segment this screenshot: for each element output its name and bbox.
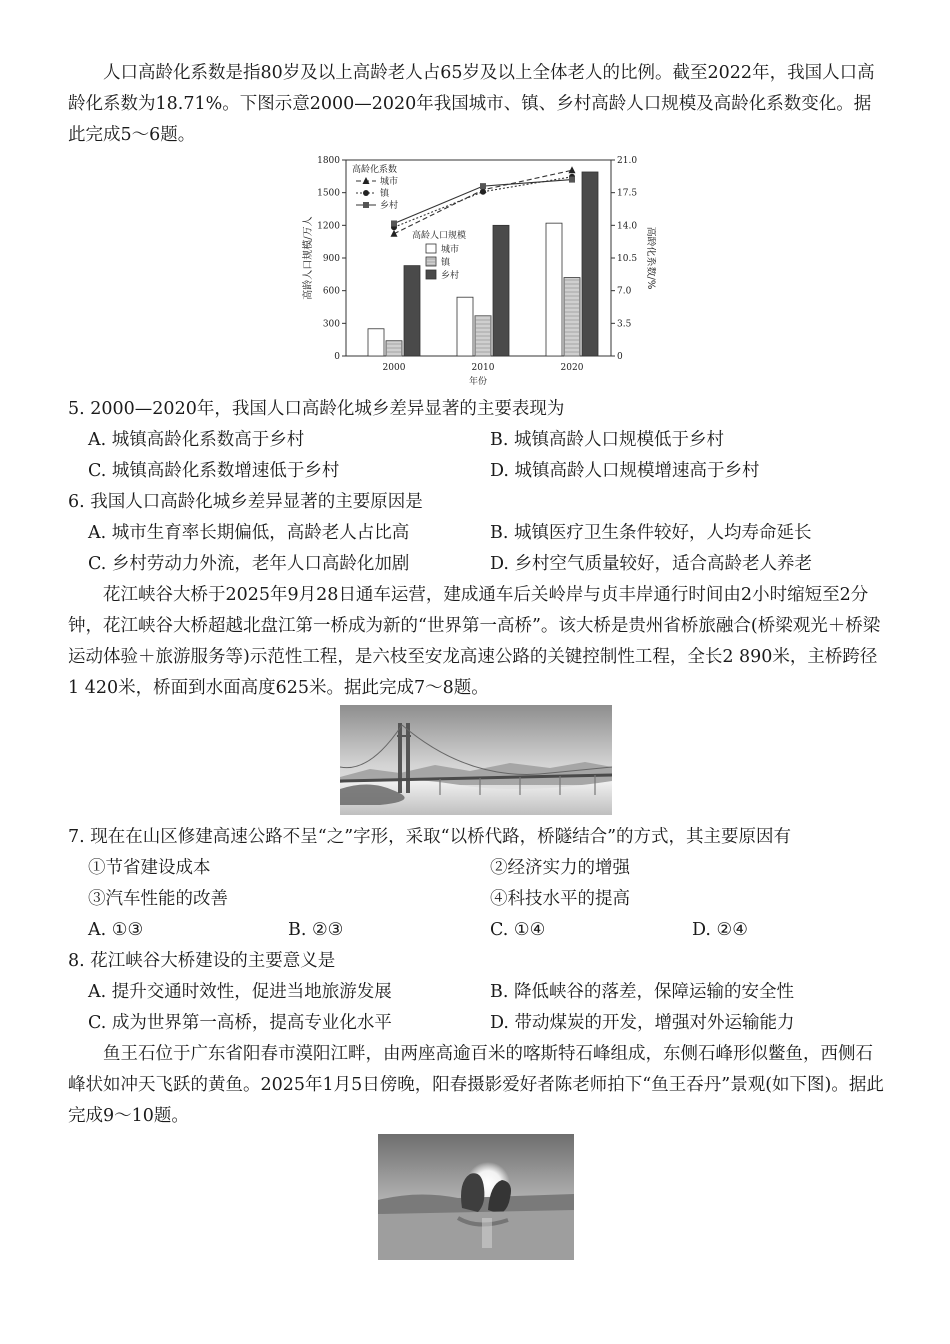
q8-option-d[interactable]: D. 带动煤炭的开发，增强对外运输能力 [490,1013,795,1033]
q8-option-b[interactable]: B. 降低峡谷的落差，保障运输的安全性 [490,982,794,1002]
passage-1: 人口高龄化系数是指80岁及以上高龄老人占65岁及以上全体老人的比例。截至2022年，我国人口高龄化系数为18.71%。下图示意2000—2020年我国城市、镇、乡村高龄人口规模及高龄化系数变化。据此完成5～6题。 [68,63,875,145]
passage-3: 鱼王石位于广东省阳春市漠阳江畔，由两座高逾百米的喀斯特石峰组成，东侧石峰形似鳖鱼，西侧石峰状如冲天飞跃的黄鱼。2025年1月5日傍晚，阳春摄影爱好者陈老师拍下“鱼王吞丹”景观(如下图)。据此完成9～10题。 [68,1044,884,1126]
marker-乡村 [569,177,575,183]
q8-option-a[interactable]: A. 提升交通时效性，促进当地旅游发展 [88,982,392,1002]
q7-stem: 7. 现在在山区修建高速公路不呈“之”字形，采取“以桥代路，桥隧结合”的方式，其主要原因有 [68,827,792,847]
passage-2: 花江峡谷大桥于2025年9月28日通车运营，建成通车后关岭岸与贞丰岸通行时间由2小时缩短至2分钟，花江峡谷大桥超越北盘江第一桥成为新的“世界第一高桥”。该大桥是贵州省桥旅融合(桥梁观光＋桥梁运动体验＋旅游服务等)示范性工程，是六枝至安龙高速公路的关键控制性工程，全长2 890米，主桥跨径1 420米，桥面到水面高度625米。据此完成7～8题。 [68,585,881,698]
q7-option-d[interactable]: D. ②④ [692,920,748,940]
q6-stem: 6. 我国人口高龄化城乡差异显著的主要原因是 [68,492,423,512]
right-tick-label: 0 [617,352,623,362]
marker-城市 [391,230,398,237]
marker-乡村 [480,183,486,189]
legend-swatch-镇 [426,257,436,266]
q7-statement-2: ②经济实力的增强 [490,858,630,878]
q6-option-c[interactable]: C. 乡村劳动力外流，老年人口高龄化加剧 [88,554,410,574]
q5-option-b[interactable]: B. 城镇高龄人口规模低于乡村 [490,430,724,450]
bar-legend-title: 高龄人口规模 [412,231,467,241]
legend-marker [363,190,369,196]
q7-statement-3: ③汽车性能的改善 [88,889,228,909]
q6-option-d[interactable]: D. 乡村空气质量较好，适合高龄老人养老 [490,554,813,574]
marker-镇 [480,189,486,195]
q7-statement-4: ④科技水平的提高 [490,889,630,909]
right-axis-label: 高龄化系数/% [645,226,656,290]
left-tick-label: 0 [334,352,340,362]
q5-option-d[interactable]: D. 城镇高龄人口规模增速高于乡村 [490,461,760,481]
legend-bar-label: 镇 [441,258,451,268]
q7-option-b[interactable]: B. ②③ [288,920,344,940]
right-tick-label: 14.0 [617,221,638,232]
line-城市 [394,170,572,233]
right-tick-label: 3.5 [617,319,632,330]
legend-bar-label: 城市 [441,245,460,255]
left-tick-label: 900 [322,254,340,264]
bridge-photo [340,705,612,815]
line-legend-title: 高龄化系数 [352,165,398,175]
x-tick-label: 2000 [382,363,406,373]
q6-option-b[interactable]: B. 城镇医疗卫生条件较好，人均寿命延长 [490,523,812,543]
bar-乡村-2010 [493,225,509,356]
left-tick-label: 600 [322,286,340,297]
aging-chart [296,148,656,388]
q5-option-c[interactable]: C. 城镇高龄化系数增速低于乡村 [88,461,340,481]
x-tick-label: 2020 [560,363,584,373]
marker-城市 [569,166,576,173]
bar-城市-2020 [546,223,562,356]
right-tick-label: 17.5 [617,188,638,199]
x-axis-label: 年份 [468,377,488,387]
q8-option-c[interactable]: C. 成为世界第一高桥，提高专业化水平 [88,1013,392,1033]
q7-statement-1: ①节省建设成本 [88,858,211,878]
q8-stem: 8. 花江峡谷大桥建设的主要意义是 [68,951,336,971]
left-tick-label: 1500 [317,188,340,199]
marker-乡村 [391,220,397,226]
bar-城市-2010 [457,297,473,356]
left-axis-label: 高龄人口规模/万人 [303,216,314,300]
legend-bar-label: 乡村 [441,271,460,281]
q7-option-c[interactable]: C. ①④ [490,920,546,940]
bar-乡村-2000 [404,266,420,356]
legend-marker [363,202,369,208]
x-tick-label: 2010 [471,363,495,373]
bar-镇-2000 [386,341,402,356]
legend-line-label: 乡村 [380,201,399,211]
legend-swatch-城市 [426,244,436,253]
left-tick-label: 1200 [317,221,340,232]
bar-乡村-2020 [582,172,598,356]
legend-swatch-乡村 [426,270,436,279]
q5-stem: 5. 2000—2020年，我国人口高龄化城乡差异显著的主要表现为 [68,399,565,419]
legend-line-label: 城市 [380,177,399,187]
legend-line-label: 镇 [380,189,390,199]
q7-option-a[interactable]: A. ①③ [88,920,144,940]
left-tick-label: 1800 [317,156,340,166]
bar-城市-2000 [368,329,384,356]
right-tick-label: 21.0 [617,156,638,166]
fish-king-stone-photo [378,1134,574,1260]
q6-option-a[interactable]: A. 城市生育率长期偏低，高龄老人占比高 [88,523,410,543]
right-tick-label: 10.5 [617,254,638,264]
q5-option-a[interactable]: A. 城镇高龄化系数高于乡村 [88,430,305,450]
left-tick-label: 300 [322,319,340,330]
right-tick-label: 7.0 [617,286,632,297]
